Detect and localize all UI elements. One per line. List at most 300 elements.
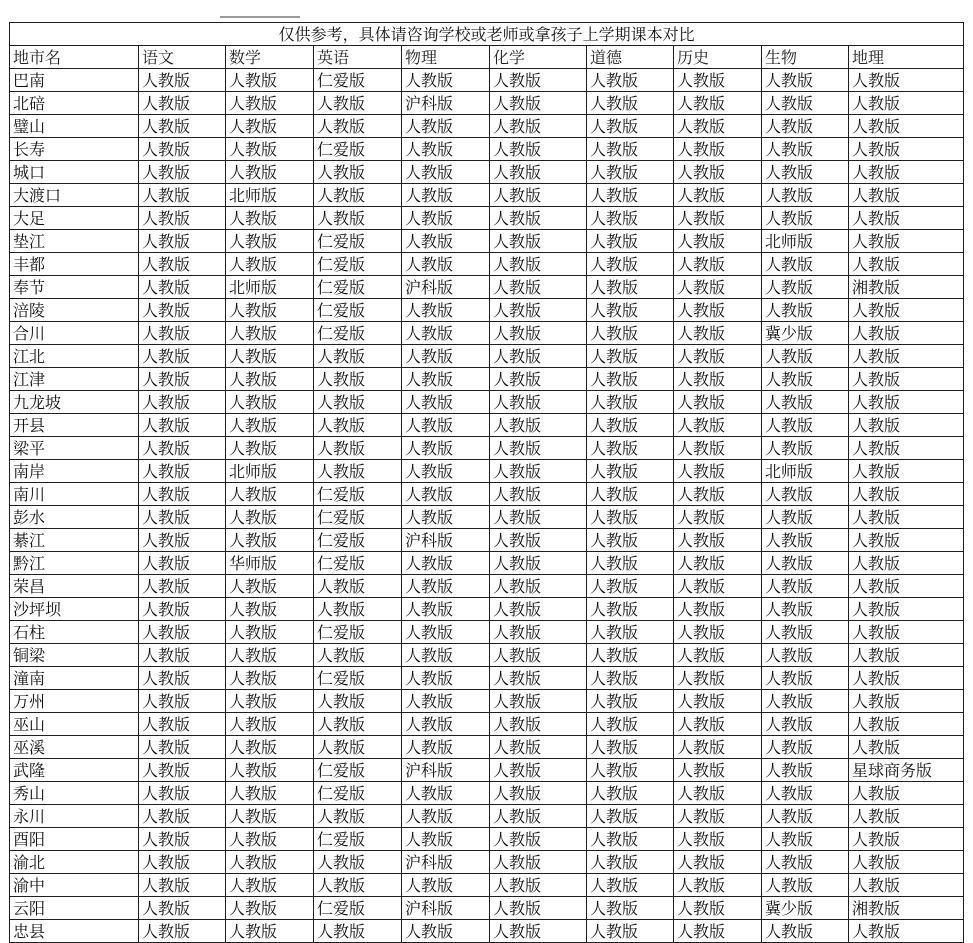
district-cell: 黔江 xyxy=(10,552,139,575)
edition-cell: 人教版 xyxy=(402,552,490,575)
edition-cell: 人教版 xyxy=(674,506,762,529)
edition-cell: 人教版 xyxy=(762,437,849,460)
edition-cell: 人教版 xyxy=(139,92,226,115)
district-cell: 南岸 xyxy=(10,460,139,483)
edition-cell: 人教版 xyxy=(139,207,226,230)
edition-cell: 人教版 xyxy=(674,736,762,759)
edition-cell: 人教版 xyxy=(402,138,490,161)
edition-cell: 人教版 xyxy=(490,506,587,529)
edition-cell: 人教版 xyxy=(849,253,964,276)
edition-cell: 人教版 xyxy=(402,184,490,207)
edition-cell: 人教版 xyxy=(587,897,674,920)
edition-cell: 人教版 xyxy=(139,529,226,552)
table-row xyxy=(10,207,964,230)
edition-cell: 人教版 xyxy=(762,207,849,230)
edition-cell: 人教版 xyxy=(762,621,849,644)
edition-cell: 人教版 xyxy=(849,621,964,644)
edition-cell: 人教版 xyxy=(849,782,964,805)
district-cell: 江北 xyxy=(10,345,139,368)
district-cell: 北碚 xyxy=(10,92,139,115)
edition-cell: 仁爱版 xyxy=(314,897,402,920)
edition-cell: 人教版 xyxy=(226,897,314,920)
edition-cell: 人教版 xyxy=(762,598,849,621)
edition-cell: 人教版 xyxy=(314,713,402,736)
edition-cell: 人教版 xyxy=(674,299,762,322)
edition-cell: 人教版 xyxy=(314,460,402,483)
edition-cell: 人教版 xyxy=(849,230,964,253)
edition-cell: 人教版 xyxy=(849,667,964,690)
edition-cell: 人教版 xyxy=(674,483,762,506)
edition-cell: 人教版 xyxy=(490,828,587,851)
edition-cell: 人教版 xyxy=(490,483,587,506)
edition-cell: 人教版 xyxy=(762,828,849,851)
edition-cell: 人教版 xyxy=(402,644,490,667)
edition-cell: 人教版 xyxy=(402,828,490,851)
edition-cell: 人教版 xyxy=(139,920,226,943)
table-row xyxy=(10,782,964,805)
edition-cell: 人教版 xyxy=(762,92,849,115)
textbook-edition-table xyxy=(9,22,964,943)
column-header: 地市名 xyxy=(10,46,139,69)
edition-cell: 人教版 xyxy=(490,345,587,368)
edition-cell: 人教版 xyxy=(490,368,587,391)
table-row xyxy=(10,690,964,713)
edition-cell: 仁爱版 xyxy=(314,253,402,276)
edition-cell: 人教版 xyxy=(139,368,226,391)
district-cell: 秀山 xyxy=(10,782,139,805)
edition-cell: 人教版 xyxy=(762,667,849,690)
district-cell: 巫山 xyxy=(10,713,139,736)
edition-cell: 人教版 xyxy=(490,552,587,575)
edition-cell: 人教版 xyxy=(762,161,849,184)
edition-cell: 人教版 xyxy=(139,184,226,207)
edition-cell: 人教版 xyxy=(849,161,964,184)
table-row xyxy=(10,92,964,115)
edition-cell: 人教版 xyxy=(402,115,490,138)
edition-cell: 人教版 xyxy=(762,529,849,552)
table-row xyxy=(10,184,964,207)
table-row xyxy=(10,644,964,667)
edition-cell: 人教版 xyxy=(490,782,587,805)
district-cell: 万州 xyxy=(10,690,139,713)
edition-cell: 仁爱版 xyxy=(314,276,402,299)
edition-cell: 仁爱版 xyxy=(314,828,402,851)
edition-cell: 人教版 xyxy=(226,437,314,460)
edition-cell: 人教版 xyxy=(139,897,226,920)
edition-cell: 人教版 xyxy=(139,391,226,414)
edition-cell: 人教版 xyxy=(587,782,674,805)
edition-cell: 人教版 xyxy=(674,690,762,713)
edition-cell: 人教版 xyxy=(402,920,490,943)
edition-cell: 仁爱版 xyxy=(314,322,402,345)
table-row xyxy=(10,897,964,920)
table-row xyxy=(10,437,964,460)
edition-cell: 人教版 xyxy=(226,299,314,322)
edition-cell: 沪科版 xyxy=(402,897,490,920)
table-row xyxy=(10,230,964,253)
edition-cell: 人教版 xyxy=(587,529,674,552)
edition-cell: 人教版 xyxy=(849,644,964,667)
edition-cell: 人教版 xyxy=(490,713,587,736)
edition-cell: 人教版 xyxy=(762,345,849,368)
edition-cell: 人教版 xyxy=(314,184,402,207)
edition-cell: 人教版 xyxy=(314,437,402,460)
table-row xyxy=(10,276,964,299)
table-row xyxy=(10,506,964,529)
edition-cell: 人教版 xyxy=(490,414,587,437)
district-cell: 綦江 xyxy=(10,529,139,552)
edition-cell: 人教版 xyxy=(314,575,402,598)
edition-cell: 北师版 xyxy=(226,460,314,483)
edition-cell: 人教版 xyxy=(762,299,849,322)
edition-cell: 人教版 xyxy=(849,368,964,391)
edition-cell: 人教版 xyxy=(587,230,674,253)
district-cell: 大渡口 xyxy=(10,184,139,207)
edition-cell: 人教版 xyxy=(490,69,587,92)
edition-cell: 人教版 xyxy=(762,184,849,207)
edition-cell: 人教版 xyxy=(402,161,490,184)
edition-cell: 人教版 xyxy=(762,690,849,713)
edition-cell: 人教版 xyxy=(674,230,762,253)
edition-cell: 人教版 xyxy=(674,253,762,276)
edition-cell: 仁爱版 xyxy=(314,759,402,782)
table-row xyxy=(10,368,964,391)
district-cell: 彭水 xyxy=(10,506,139,529)
edition-cell: 人教版 xyxy=(490,437,587,460)
edition-cell: 仁爱版 xyxy=(314,230,402,253)
edition-cell: 人教版 xyxy=(762,414,849,437)
edition-cell: 仁爱版 xyxy=(314,529,402,552)
table-row xyxy=(10,115,964,138)
edition-cell: 人教版 xyxy=(226,368,314,391)
edition-cell: 人教版 xyxy=(587,598,674,621)
edition-cell: 人教版 xyxy=(674,851,762,874)
edition-cell: 人教版 xyxy=(139,759,226,782)
edition-cell: 人教版 xyxy=(314,391,402,414)
edition-cell: 人教版 xyxy=(849,529,964,552)
edition-cell: 人教版 xyxy=(226,322,314,345)
edition-cell: 北师版 xyxy=(762,230,849,253)
district-cell: 合川 xyxy=(10,322,139,345)
edition-cell: 人教版 xyxy=(674,368,762,391)
column-header: 道德 xyxy=(587,46,674,69)
edition-cell: 人教版 xyxy=(139,736,226,759)
edition-cell: 人教版 xyxy=(139,598,226,621)
table-row xyxy=(10,69,964,92)
edition-cell: 冀少版 xyxy=(762,322,849,345)
edition-cell: 人教版 xyxy=(402,667,490,690)
table-body xyxy=(10,69,964,943)
edition-cell: 人教版 xyxy=(139,667,226,690)
edition-cell: 人教版 xyxy=(402,414,490,437)
edition-cell: 人教版 xyxy=(762,253,849,276)
edition-cell: 人教版 xyxy=(402,621,490,644)
edition-cell: 人教版 xyxy=(849,138,964,161)
edition-cell: 人教版 xyxy=(674,345,762,368)
edition-cell: 人教版 xyxy=(849,92,964,115)
edition-cell: 人教版 xyxy=(226,253,314,276)
edition-cell: 人教版 xyxy=(762,736,849,759)
district-cell: 丰都 xyxy=(10,253,139,276)
edition-cell: 人教版 xyxy=(226,69,314,92)
edition-cell: 人教版 xyxy=(587,391,674,414)
edition-cell: 人教版 xyxy=(402,391,490,414)
edition-cell: 仁爱版 xyxy=(314,506,402,529)
edition-cell: 人教版 xyxy=(402,69,490,92)
district-cell: 涪陵 xyxy=(10,299,139,322)
edition-cell: 人教版 xyxy=(762,644,849,667)
table-row xyxy=(10,138,964,161)
edition-cell: 人教版 xyxy=(139,299,226,322)
edition-cell: 人教版 xyxy=(139,575,226,598)
edition-cell: 人教版 xyxy=(762,575,849,598)
edition-cell: 人教版 xyxy=(490,391,587,414)
district-cell: 开县 xyxy=(10,414,139,437)
edition-cell: 人教版 xyxy=(849,437,964,460)
column-header: 英语 xyxy=(314,46,402,69)
edition-cell: 冀少版 xyxy=(762,897,849,920)
title-row xyxy=(10,23,964,46)
edition-cell: 人教版 xyxy=(849,506,964,529)
edition-cell: 人教版 xyxy=(587,874,674,897)
edition-cell: 人教版 xyxy=(226,115,314,138)
edition-cell: 人教版 xyxy=(490,230,587,253)
edition-cell: 人教版 xyxy=(402,437,490,460)
edition-cell: 人教版 xyxy=(402,690,490,713)
table-row xyxy=(10,598,964,621)
edition-cell: 人教版 xyxy=(226,529,314,552)
edition-cell: 人教版 xyxy=(226,483,314,506)
edition-cell: 人教版 xyxy=(849,322,964,345)
edition-cell: 人教版 xyxy=(226,230,314,253)
district-cell: 渝北 xyxy=(10,851,139,874)
district-cell: 大足 xyxy=(10,207,139,230)
edition-cell: 人教版 xyxy=(587,506,674,529)
table-row xyxy=(10,805,964,828)
table-row xyxy=(10,713,964,736)
edition-cell: 人教版 xyxy=(402,230,490,253)
district-cell: 沙坪坝 xyxy=(10,598,139,621)
edition-cell: 人教版 xyxy=(402,368,490,391)
edition-cell: 人教版 xyxy=(849,115,964,138)
edition-cell: 人教版 xyxy=(849,828,964,851)
edition-cell: 人教版 xyxy=(849,575,964,598)
edition-cell: 人教版 xyxy=(587,253,674,276)
edition-cell: 人教版 xyxy=(587,713,674,736)
edition-cell: 人教版 xyxy=(490,161,587,184)
edition-cell: 人教版 xyxy=(674,874,762,897)
district-cell: 璧山 xyxy=(10,115,139,138)
column-header: 语文 xyxy=(139,46,226,69)
district-cell: 石柱 xyxy=(10,621,139,644)
edition-cell: 人教版 xyxy=(226,575,314,598)
edition-cell: 人教版 xyxy=(490,897,587,920)
column-header: 化学 xyxy=(490,46,587,69)
edition-cell: 人教版 xyxy=(314,874,402,897)
edition-cell: 人教版 xyxy=(314,368,402,391)
edition-cell: 人教版 xyxy=(226,92,314,115)
edition-cell: 人教版 xyxy=(402,460,490,483)
table-row xyxy=(10,161,964,184)
edition-cell: 人教版 xyxy=(849,805,964,828)
edition-cell: 人教版 xyxy=(226,713,314,736)
edition-cell: 人教版 xyxy=(139,713,226,736)
edition-cell: 人教版 xyxy=(139,138,226,161)
edition-cell: 人教版 xyxy=(139,874,226,897)
edition-cell: 人教版 xyxy=(490,874,587,897)
district-cell: 忠县 xyxy=(10,920,139,943)
column-header: 地理 xyxy=(849,46,964,69)
edition-cell: 人教版 xyxy=(587,161,674,184)
edition-cell: 仁爱版 xyxy=(314,552,402,575)
edition-cell: 人教版 xyxy=(587,115,674,138)
district-cell: 武隆 xyxy=(10,759,139,782)
district-cell: 九龙坡 xyxy=(10,391,139,414)
edition-cell: 人教版 xyxy=(314,736,402,759)
top-divider xyxy=(220,16,300,18)
table-row xyxy=(10,299,964,322)
edition-cell: 人教版 xyxy=(849,345,964,368)
edition-cell: 沪科版 xyxy=(402,529,490,552)
edition-cell: 沪科版 xyxy=(402,851,490,874)
edition-cell: 人教版 xyxy=(674,138,762,161)
edition-cell: 人教版 xyxy=(674,161,762,184)
district-cell: 奉节 xyxy=(10,276,139,299)
edition-cell: 人教版 xyxy=(674,391,762,414)
edition-cell: 人教版 xyxy=(139,345,226,368)
edition-cell: 人教版 xyxy=(139,460,226,483)
edition-cell: 人教版 xyxy=(849,736,964,759)
edition-cell: 仁爱版 xyxy=(314,69,402,92)
edition-cell: 人教版 xyxy=(674,552,762,575)
edition-cell: 人教版 xyxy=(139,621,226,644)
edition-cell: 人教版 xyxy=(226,138,314,161)
table-row xyxy=(10,345,964,368)
edition-cell: 人教版 xyxy=(139,69,226,92)
district-cell: 巫溪 xyxy=(10,736,139,759)
edition-cell: 人教版 xyxy=(762,851,849,874)
table-row xyxy=(10,920,964,943)
edition-cell: 仁爱版 xyxy=(314,138,402,161)
column-header: 物理 xyxy=(402,46,490,69)
edition-cell: 人教版 xyxy=(402,598,490,621)
edition-cell: 人教版 xyxy=(490,460,587,483)
district-cell: 巴南 xyxy=(10,69,139,92)
edition-cell: 人教版 xyxy=(674,759,762,782)
edition-cell: 人教版 xyxy=(490,322,587,345)
edition-cell: 人教版 xyxy=(762,552,849,575)
district-cell: 南川 xyxy=(10,483,139,506)
edition-cell: 人教版 xyxy=(226,805,314,828)
edition-cell: 人教版 xyxy=(587,368,674,391)
edition-cell: 人教版 xyxy=(402,299,490,322)
table-row xyxy=(10,759,964,782)
district-cell: 云阳 xyxy=(10,897,139,920)
district-cell: 铜梁 xyxy=(10,644,139,667)
edition-cell: 人教版 xyxy=(587,322,674,345)
edition-cell: 人教版 xyxy=(490,92,587,115)
edition-cell: 人教版 xyxy=(314,920,402,943)
edition-cell: 人教版 xyxy=(139,253,226,276)
edition-cell: 人教版 xyxy=(226,736,314,759)
edition-cell: 人教版 xyxy=(587,345,674,368)
edition-cell: 人教版 xyxy=(849,460,964,483)
edition-cell: 人教版 xyxy=(587,759,674,782)
edition-cell: 人教版 xyxy=(226,644,314,667)
edition-cell: 人教版 xyxy=(226,920,314,943)
edition-cell: 人教版 xyxy=(762,368,849,391)
edition-cell: 人教版 xyxy=(674,667,762,690)
edition-cell: 人教版 xyxy=(849,690,964,713)
edition-cell: 人教版 xyxy=(139,230,226,253)
edition-cell: 人教版 xyxy=(674,920,762,943)
edition-cell: 仁爱版 xyxy=(314,483,402,506)
edition-cell: 人教版 xyxy=(314,598,402,621)
edition-cell: 人教版 xyxy=(402,713,490,736)
edition-cell: 人教版 xyxy=(139,552,226,575)
edition-cell: 人教版 xyxy=(849,414,964,437)
edition-cell: 湘教版 xyxy=(849,897,964,920)
edition-cell: 人教版 xyxy=(762,483,849,506)
edition-cell: 人教版 xyxy=(490,138,587,161)
edition-cell: 人教版 xyxy=(762,138,849,161)
edition-cell: 人教版 xyxy=(490,667,587,690)
edition-cell: 人教版 xyxy=(762,759,849,782)
edition-cell: 人教版 xyxy=(139,828,226,851)
edition-cell: 人教版 xyxy=(314,690,402,713)
edition-cell: 人教版 xyxy=(849,299,964,322)
edition-cell: 人教版 xyxy=(402,322,490,345)
edition-cell: 人教版 xyxy=(674,460,762,483)
edition-cell: 人教版 xyxy=(402,483,490,506)
edition-cell: 人教版 xyxy=(139,483,226,506)
edition-cell: 人教版 xyxy=(490,759,587,782)
edition-cell: 人教版 xyxy=(674,322,762,345)
table-row xyxy=(10,667,964,690)
table-row xyxy=(10,621,964,644)
edition-cell: 人教版 xyxy=(226,207,314,230)
edition-cell: 沪科版 xyxy=(402,92,490,115)
district-cell: 渝中 xyxy=(10,874,139,897)
edition-cell: 人教版 xyxy=(314,345,402,368)
edition-cell: 人教版 xyxy=(587,207,674,230)
edition-cell: 人教版 xyxy=(587,828,674,851)
edition-cell: 人教版 xyxy=(314,161,402,184)
edition-cell: 人教版 xyxy=(139,437,226,460)
edition-cell: 人教版 xyxy=(674,805,762,828)
edition-cell: 华师版 xyxy=(226,552,314,575)
edition-cell: 人教版 xyxy=(139,414,226,437)
column-header: 数学 xyxy=(226,46,314,69)
edition-cell: 人教版 xyxy=(490,529,587,552)
edition-cell: 人教版 xyxy=(490,805,587,828)
edition-cell: 人教版 xyxy=(587,414,674,437)
edition-cell: 人教版 xyxy=(674,782,762,805)
column-header: 历史 xyxy=(674,46,762,69)
table-row xyxy=(10,253,964,276)
edition-cell: 人教版 xyxy=(314,805,402,828)
edition-cell: 人教版 xyxy=(226,621,314,644)
edition-cell: 人教版 xyxy=(587,184,674,207)
edition-cell: 人教版 xyxy=(587,483,674,506)
edition-cell: 人教版 xyxy=(226,690,314,713)
edition-cell: 人教版 xyxy=(402,207,490,230)
edition-cell: 人教版 xyxy=(226,782,314,805)
edition-cell: 人教版 xyxy=(849,920,964,943)
edition-cell: 人教版 xyxy=(139,161,226,184)
edition-cell: 人教版 xyxy=(849,552,964,575)
edition-cell: 人教版 xyxy=(490,207,587,230)
